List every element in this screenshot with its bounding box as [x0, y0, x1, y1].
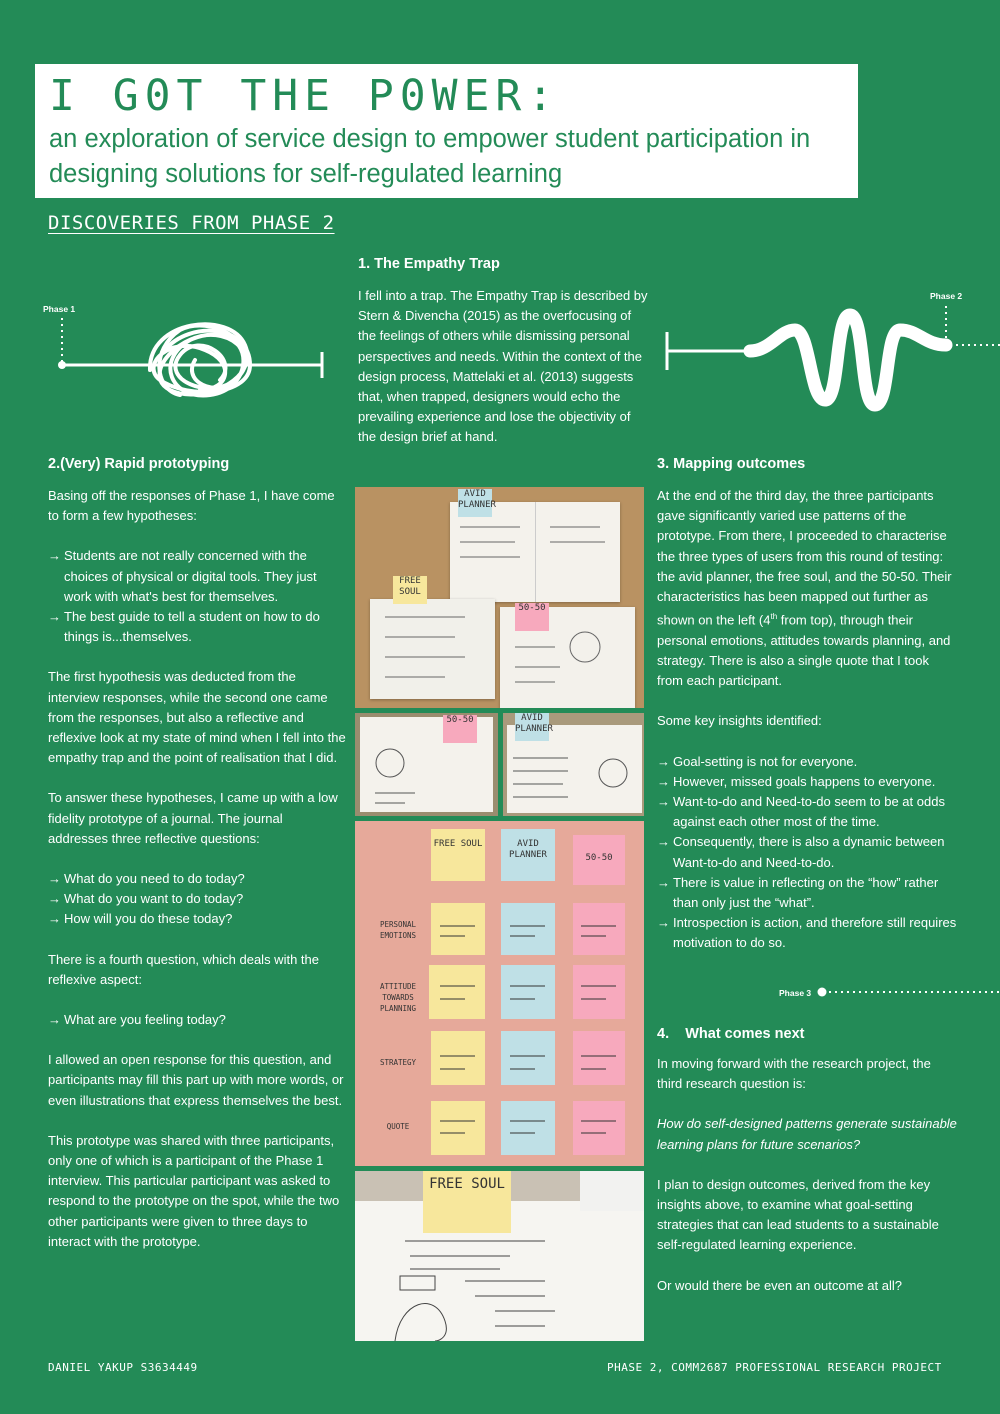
list-item: → What do you need to do today?: [48, 871, 245, 887]
row-label: QUOTE: [386, 1122, 410, 1131]
next-para: I plan to design outcomes, derived from the key insights above, to examine what goal-setting strategies that can lead students to a sustainable self-regulated learning experience.: [657, 1176, 939, 1253]
list-item: → What are you feeling today?: [48, 1012, 226, 1028]
row-label: STRATEGY: [379, 1058, 417, 1067]
research-question: How do self-designed patterns generate sustainable learning plans for future scenarios?: [657, 1116, 957, 1152]
sticky-note: AVID PLANNER: [458, 489, 492, 517]
page-subtitle: an exploration of service design to empower student participation in designing solutions for self-regulated learning: [49, 125, 811, 188]
phase-2-diagram: [660, 290, 1000, 420]
list-item: → What do you want to do today?: [48, 891, 244, 907]
empathy-heading: 1. The Empathy Trap: [358, 256, 500, 272]
prototyping-heading: 2.(Very) Rapid prototyping: [48, 456, 230, 472]
question4-list: [48, 1010, 346, 1030]
next-closing: Or would there be even an outcome at all?: [657, 1277, 902, 1293]
prototyping-para4: There is a fourth question, which deals with the reflexive aspect:: [48, 951, 319, 987]
hypotheses-list: [48, 546, 346, 647]
list-item: → Students are not really concerned with the choices of physical or digital tools. They just work with what's best for themselves.: [48, 548, 317, 604]
mapping-section: [657, 456, 957, 954]
section-title: DISCOVERIES FROM PHASE 2: [48, 212, 335, 234]
photo-free-soul-journal: [355, 1171, 644, 1341]
list-item: → There is value in reflecting on the “how” rather than only just the “what”.: [657, 874, 939, 910]
photo-journal-50-50: [355, 713, 498, 816]
list-item: → Goal-setting is not for everyone.: [657, 753, 858, 769]
footer-course: PHASE 2, COMM2687 PROFESSIONAL RESEARCH PROJECT: [607, 1361, 942, 1374]
list-item: → Consequently, there is also a dynamic between Want-to-do and Need-to-do.: [657, 834, 945, 870]
insights-list: [657, 752, 957, 954]
photo-mapping-board: [355, 821, 644, 1166]
row-label: ATTITUDE TOWARDS PLANNING: [379, 982, 417, 1013]
phase-2-label: Phase 2: [930, 291, 963, 301]
list-item: → Want-to-do and Need-to-do seem to be at odds against each other most of the time.: [657, 793, 945, 830]
tangled-scribble-icon: [150, 324, 250, 395]
sticky-note: FREE SOUL: [393, 576, 427, 604]
prototyping-para3: To answer these hypotheses, I came up with a low fidelity prototype of a journal. The journal addresses three reflective questions:: [48, 790, 338, 846]
next-intro: In moving forward with the research project, the third research question is:: [657, 1056, 931, 1092]
prototyping-section: [48, 456, 346, 1252]
empathy-section: [358, 256, 648, 448]
phase-1-diagram: [30, 300, 340, 410]
empathy-body: I fell into a trap. The Empathy Trap is described by Stern & Divencha (2015) as the overfocusing of the feelings of others while dismissing personal perspectives and needs. Within the context of the design process, Mattelaki et al. (2013) suggests that, when trapped, designers would echo the prevailing experience and lose the objectivity of the design brief at hand.: [358, 288, 648, 445]
title-box: [35, 64, 858, 198]
phase-1-label: Phase 1: [43, 304, 76, 314]
sticky-note: AVID PLANNER: [515, 713, 549, 741]
list-item: → How will you do these today?: [48, 911, 233, 927]
row-label: PERSONAL EMOTIONS: [379, 920, 417, 940]
page-title: I G0T THE P0WER:: [49, 71, 560, 121]
photo-journal-avid: [503, 713, 644, 816]
mapping-heading: 3. Mapping outcomes: [657, 456, 806, 472]
sticky-note: FREE SOUL: [423, 1171, 511, 1233]
prototyping-para6: This prototype was shared with three participants, only one of which is a participant of the Phase 1 interview. This particular participant was asked to respond to the prototype on the spot, while the two other participants were given to three days to interact with the prototype.: [48, 1132, 340, 1249]
sticky-note: 50-50: [515, 603, 549, 631]
phase-3-label: Phase 3: [779, 988, 812, 998]
squiggle-path-icon: [750, 315, 946, 405]
prototyping-intro: Basing off the responses of Phase 1, I have come to form a few hypotheses:: [48, 488, 335, 524]
prototyping-para5: I allowed an open response for this question, and participants may fill this part up with more words, or even illustrations that express themselves the best.: [48, 1052, 344, 1108]
list-item: → However, missed goals happens to everyone.: [657, 773, 936, 789]
insights-intro: Some key insights identified:: [657, 713, 822, 729]
photo-journals: [355, 487, 644, 708]
prototyping-para2: The first hypothesis was deducted from the interview responses, while the second one came from the responses, but also a reflective and reflexive look at my state of mind when I fell into the empathy trap and the point of realisation that I did.: [48, 669, 346, 766]
list-item: → Introspection is action, and therefore still requires motivation to do so.: [657, 915, 957, 951]
mapping-body: At the end of the third day, the three participants gave significantly varied use patterns of the prototype. From there, I proceeded to characterise the three types of users from this round of testing: the avid planner, the free soul, and the 50-50. Their characteristics has been mapped out further as shown on the left (4th from top), through their personal emotions, attitudes towards planning, and strategy. There is also a single quote that I took from each participant.: [657, 488, 952, 689]
sticky-note: 50-50: [443, 715, 477, 743]
next-section: [657, 1026, 957, 1296]
list-item: → The best guide to tell a student on how to do things is...themselves.: [48, 609, 320, 645]
questions-list: [48, 869, 346, 930]
footer-author: DANIEL YAKUP S3634449: [48, 1361, 198, 1374]
next-heading: 4. What comes next: [657, 1026, 805, 1042]
phase-3-marker: [815, 985, 1000, 1001]
sticky-note: 50-50: [573, 835, 625, 885]
sticky-note: AVID PLANNER: [501, 829, 555, 881]
sticky-note: FREE SOUL: [431, 829, 485, 881]
